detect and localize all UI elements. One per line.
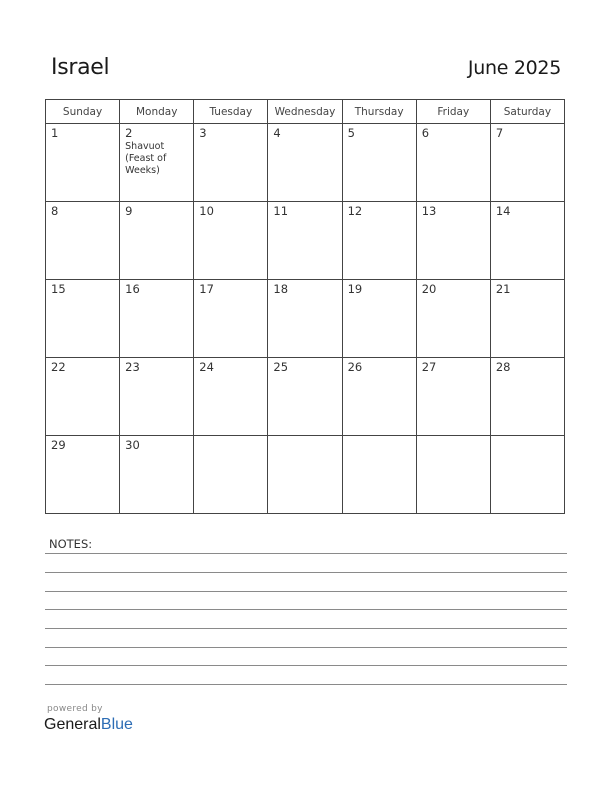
day-number: 17 — [199, 282, 214, 296]
day-cell — [194, 358, 268, 436]
notes-line — [45, 665, 567, 666]
notes-line — [45, 572, 567, 573]
weekday-header: Tuesday — [194, 100, 268, 124]
day-number: 22 — [51, 360, 66, 374]
day-number: 21 — [495, 282, 511, 296]
day-number: 23 — [125, 360, 140, 374]
country-title: Israel — [51, 55, 110, 80]
day-cell — [194, 280, 268, 358]
day-cell — [120, 436, 194, 514]
day-cell — [342, 436, 416, 514]
day-number: 3 — [199, 126, 207, 140]
day-number: 27 — [421, 360, 437, 374]
weekday-header: Wednesday — [268, 100, 342, 124]
day-number: 26 — [347, 360, 363, 374]
day-number: 24 — [199, 360, 214, 374]
notes-line — [45, 553, 567, 554]
day-number: 5 — [347, 126, 355, 140]
powered-by-text: powered by — [47, 704, 103, 714]
weekday-header: Friday — [416, 100, 490, 124]
day-cell — [416, 124, 490, 202]
day-cell — [268, 358, 342, 436]
brand-logo — [44, 716, 133, 734]
day-number: 15 — [51, 282, 66, 296]
notes-line — [45, 647, 567, 648]
notes-line — [45, 684, 567, 685]
month-year-title: June 2025 — [467, 57, 561, 79]
day-cell — [194, 436, 268, 514]
day-number: 12 — [347, 204, 363, 218]
day-number: 29 — [51, 438, 66, 452]
day-number: 6 — [421, 126, 430, 140]
day-number: 2 — [125, 126, 133, 140]
notes-line — [45, 609, 567, 610]
weekday-header: Saturday — [490, 100, 564, 124]
day-cell — [342, 358, 416, 436]
day-number: 11 — [273, 204, 289, 218]
day-cell — [416, 280, 490, 358]
day-number: 25 — [273, 360, 289, 374]
day-cell — [120, 358, 194, 436]
day-cell — [46, 358, 120, 436]
day-number: 19 — [347, 282, 363, 296]
day-cell — [120, 280, 194, 358]
day-cell — [120, 124, 194, 202]
week-row — [46, 436, 565, 514]
day-cell — [268, 280, 342, 358]
day-cell — [194, 124, 268, 202]
week-row — [46, 124, 565, 202]
day-number: 30 — [125, 438, 140, 452]
weekday-header-row — [46, 100, 565, 124]
day-number: 16 — [125, 282, 140, 296]
day-cell — [268, 436, 342, 514]
day-cell — [120, 202, 194, 280]
day-cell — [268, 202, 342, 280]
day-cell — [46, 280, 120, 358]
weekday-header: Sunday — [46, 100, 120, 124]
weekday-header: Thursday — [342, 100, 416, 124]
day-number: 13 — [421, 204, 437, 218]
day-number: 20 — [421, 282, 437, 296]
day-cell — [490, 280, 564, 358]
weekday-header: Monday — [120, 100, 194, 124]
day-cell — [342, 124, 416, 202]
notes-label: NOTES: — [49, 537, 93, 551]
day-cell — [490, 436, 564, 514]
brand-general: General — [44, 716, 101, 733]
day-cell — [416, 436, 490, 514]
day-number: 10 — [199, 204, 214, 218]
notes-line — [45, 591, 567, 592]
week-row — [46, 358, 565, 436]
day-cell — [46, 436, 120, 514]
day-number: 9 — [125, 204, 133, 218]
day-cell — [194, 202, 268, 280]
day-number: 4 — [273, 126, 281, 140]
day-number: 14 — [495, 204, 511, 218]
day-cell — [46, 124, 120, 202]
day-number: 28 — [495, 360, 511, 374]
day-cell — [416, 358, 490, 436]
holiday-label: Shavuot (Feast of Weeks) — [125, 141, 167, 176]
day-number: 1 — [51, 126, 59, 140]
day-number: 7 — [495, 126, 504, 140]
week-row — [46, 280, 565, 358]
day-cell — [490, 358, 564, 436]
day-cell — [490, 124, 564, 202]
day-cell — [342, 202, 416, 280]
notes-line — [45, 628, 567, 629]
day-cell — [490, 202, 564, 280]
day-cell — [342, 280, 416, 358]
week-row — [46, 202, 565, 280]
day-number: 8 — [51, 204, 59, 218]
day-cell — [416, 202, 490, 280]
day-cell — [46, 202, 120, 280]
calendar-grid — [45, 99, 565, 514]
day-cell — [268, 124, 342, 202]
brand-blue: Blue — [100, 716, 133, 733]
day-number: 18 — [273, 282, 289, 296]
